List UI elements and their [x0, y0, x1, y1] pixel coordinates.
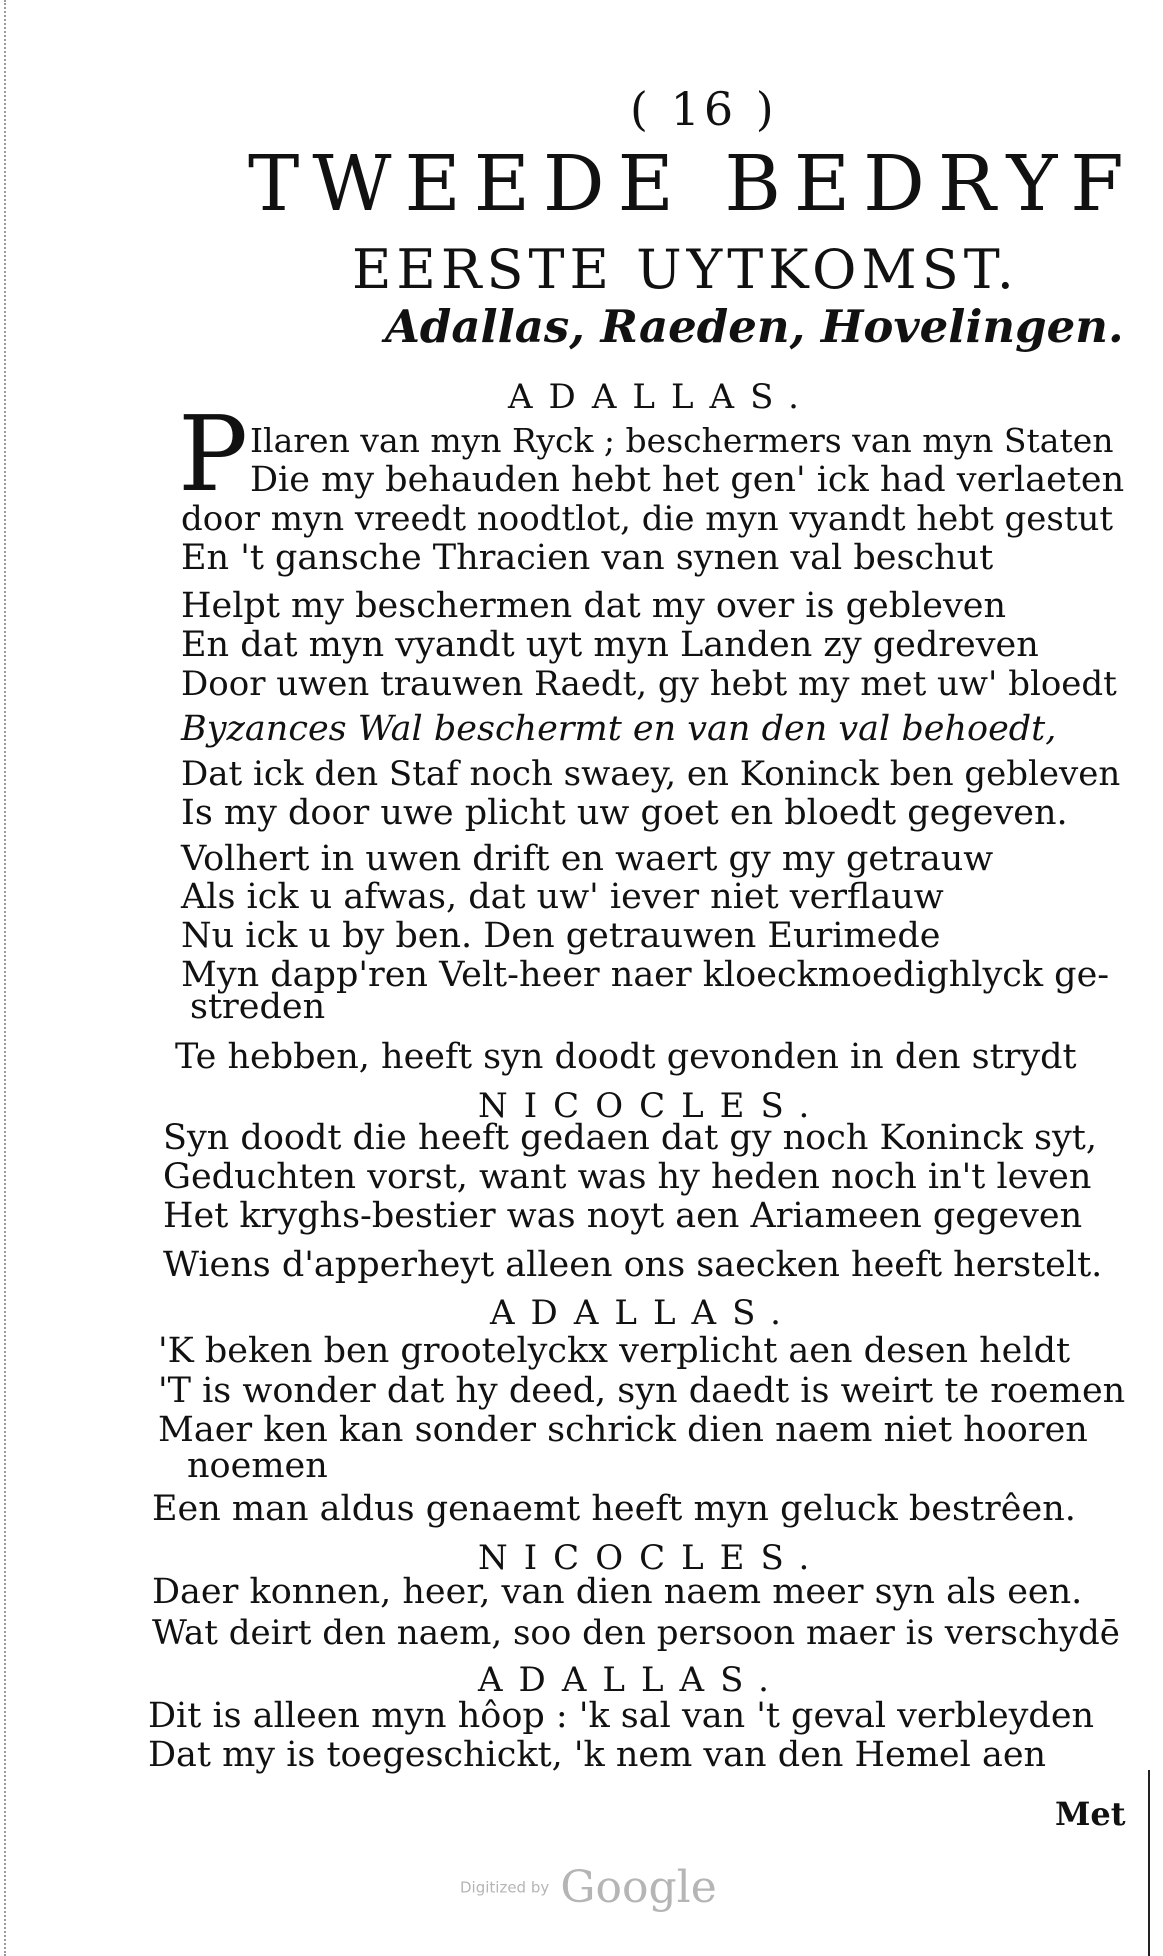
- verse-line: Door uwen trauwen Raedt, gy hebt my met uw' bloedt: [181, 664, 1117, 704]
- speaker-label: ADALLAS.: [490, 1293, 797, 1333]
- verse-line: Nu ick u by ben. Den getrauwen Eurimede: [181, 916, 941, 956]
- verse-line: En dat myn vyandt uyt myn Landen zy gedreven: [181, 625, 1039, 665]
- google-logo: Google: [560, 1862, 717, 1913]
- verse-line: 'T is wonder dat hy deed, syn daedt is weirt te roemen: [158, 1371, 1126, 1411]
- verse-line: Als ick u afwas, dat uw' iever niet verflauw: [181, 877, 944, 917]
- verse-line: door myn vreedt noodtlot, die myn vyandt hebt gestut: [181, 499, 1114, 539]
- characters-line: Adallas, Raeden, Hovelingen.: [385, 300, 1124, 353]
- verse-line: Geduchten vorst, want was hy heden noch in't leven: [163, 1157, 1092, 1197]
- speaker-label: ADALLAS.: [508, 377, 815, 417]
- verse-line: Volhert in uwen drift en waert gy my getrauw: [181, 839, 994, 879]
- verse-line: Helpt my beschermen dat my over is gebleven: [181, 586, 1007, 626]
- verse-line: 'K beken ben grootelyckx verplicht aen desen heldt: [158, 1331, 1071, 1371]
- verse-line: Is my door uwe plicht uw goet en bloedt gegeven.: [181, 793, 1068, 833]
- verse-line: streden: [190, 987, 326, 1027]
- act-title: TWEEDE BEDRYF: [248, 140, 1137, 229]
- verse-line: Wat deirt den naem, soo den persoon maer is verschydē: [152, 1613, 1120, 1653]
- verse-line: Te hebben, heeft syn doodt gevonden in den strydt: [175, 1037, 1077, 1077]
- page-number: ( 16 ): [630, 82, 778, 136]
- verse-line: Maer ken kan sonder schrick dien naem niet hooren: [158, 1410, 1088, 1450]
- speaker-label: NICOCLES.: [478, 1538, 826, 1578]
- speaker-label: ADALLAS.: [478, 1660, 785, 1700]
- verse-line: Dit is alleen myn hôop : 'k sal van 't geval verbleyden: [148, 1696, 1095, 1736]
- digitized-by-text: Digitized by: [460, 1878, 550, 1897]
- verse-line: noemen: [187, 1446, 328, 1486]
- verse-line: Daer konnen, heer, van dien naem meer syn als een.: [152, 1572, 1083, 1612]
- verse-line: Het kryghs-bestier was noyt aen Ariameen gegeven: [163, 1196, 1083, 1236]
- verse-line: En 't gansche Thracien van synen val beschut: [181, 538, 994, 578]
- verse-line: Ilaren van myn Ryck ; beschermers van myn Staten: [250, 421, 1114, 460]
- place-name: Byzances Wal beschermt en van den val behoedt,: [181, 709, 1057, 749]
- verse-line: Dat ick den Staf noch swaey, en Koninck ben gebleven: [181, 754, 1121, 794]
- verse-line: Syn doodt die heeft gedaen dat gy noch Koninck syt,: [163, 1118, 1097, 1158]
- verse-line: [181, 709, 1057, 749]
- verse-line: Een man aldus genaemt heeft myn geluck bestrêen.: [152, 1489, 1076, 1529]
- page-right-edge: [1148, 1770, 1150, 1956]
- drop-cap: P: [178, 393, 248, 515]
- digitized-by-watermark: [460, 1862, 717, 1913]
- catchword: Met: [1055, 1795, 1126, 1833]
- verse-line: Myn dapp'ren Velt-heer naer kloeckmoedighlyck ge-: [181, 955, 1110, 995]
- scene-title: EERSTE UYTKOMST.: [352, 238, 1019, 301]
- verse-line: Wiens d'apperheyt alleen ons saecken heeft herstelt.: [163, 1245, 1103, 1285]
- page-left-edge: [4, 0, 9, 1956]
- speaker-label: NICOCLES.: [478, 1086, 826, 1126]
- verse-line: Die my behauden hebt het gen' ick had verlaeten: [250, 460, 1125, 500]
- verse-line: Dat my is toegeschickt, 'k nem van den Hemel aen: [148, 1735, 1047, 1775]
